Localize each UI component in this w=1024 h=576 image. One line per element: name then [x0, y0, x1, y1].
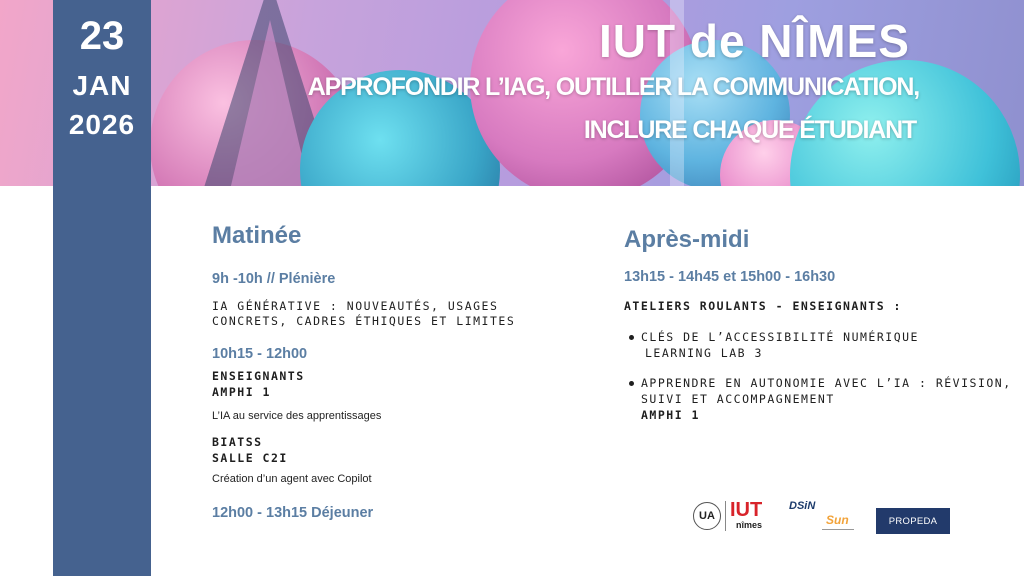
workshop2-title-line2: SUIVI ET ACCOMPAGNEMENT — [641, 392, 835, 406]
date-month: JAN — [72, 70, 132, 101]
workshop2-room: AMPHI 1 — [641, 408, 700, 422]
university-logo: UA — [693, 502, 721, 530]
biatss-label: BIATSS — [212, 435, 263, 449]
plenary-topic-line2: CONCRETS, CADRES ÉTHIQUES ET LIMITES — [212, 314, 516, 328]
decorative-a-shape-inner — [230, 20, 310, 186]
afternoon-time-slot: 13h15 - 14h45 et 15h00 - 16h30 — [624, 269, 836, 285]
sun-logo-underline — [822, 529, 854, 536]
event-subtitle-line2: INCLURE CHAQUE ÉTUDIANT — [583, 116, 916, 144]
iut-logo-text: IUT — [730, 499, 763, 521]
event-subtitle-line1: APPROFONDIR L’IAG, OUTILLER LA COMMUNICATION, — [307, 73, 919, 101]
bullet-icon — [629, 381, 634, 386]
logo-divider — [725, 501, 726, 531]
biatss-topic: Création d’un agent avec Copilot — [212, 473, 372, 485]
teachers-topic: L’IA au service des apprentissages — [212, 410, 382, 422]
propeda-logo: PROPEDA — [876, 508, 950, 534]
session-time-slot: 10h15 - 12h00 — [212, 346, 308, 362]
iut-nimes-logo — [730, 500, 762, 530]
lunch-time-slot: 12h00 - 13h15 Déjeuner — [212, 505, 374, 521]
plenary-topic-line1: IA GÉNÉRATIVE : NOUVEAUTÉS, USAGES — [212, 299, 499, 313]
date-day: 23 — [79, 14, 125, 58]
plenary-time-slot: 9h -10h // Plénière — [212, 271, 336, 287]
biatss-room: SALLE C2I — [212, 451, 288, 465]
date-year: 2026 — [68, 109, 136, 140]
teachers-label: ENSEIGNANTS — [212, 369, 305, 383]
date-sidebar — [53, 0, 151, 576]
iut-logo-city: nîmes — [736, 520, 763, 530]
teachers-room: AMPHI 1 — [212, 385, 271, 399]
sun-logo: Sun — [826, 513, 849, 527]
event-title: IUT de NÎMES — [598, 15, 910, 67]
bullet-icon — [629, 335, 634, 340]
workshop1-title: CLÉS DE L’ACCESSIBILITÉ NUMÉRIQUE — [641, 330, 919, 344]
header-banner — [0, 0, 1024, 186]
afternoon-heading: Après-midi — [624, 226, 750, 253]
workshop1-room: LEARNING LAB 3 — [645, 346, 763, 360]
morning-heading: Matinée — [212, 222, 302, 249]
dsin-logo: DSiN — [789, 500, 816, 512]
workshop2-title-line1: APPRENDRE EN AUTONOMIE AVEC L’IA : RÉVISION, — [641, 376, 1012, 390]
workshops-label: ATELIERS ROULANTS - ENSEIGNANTS : — [624, 299, 902, 313]
